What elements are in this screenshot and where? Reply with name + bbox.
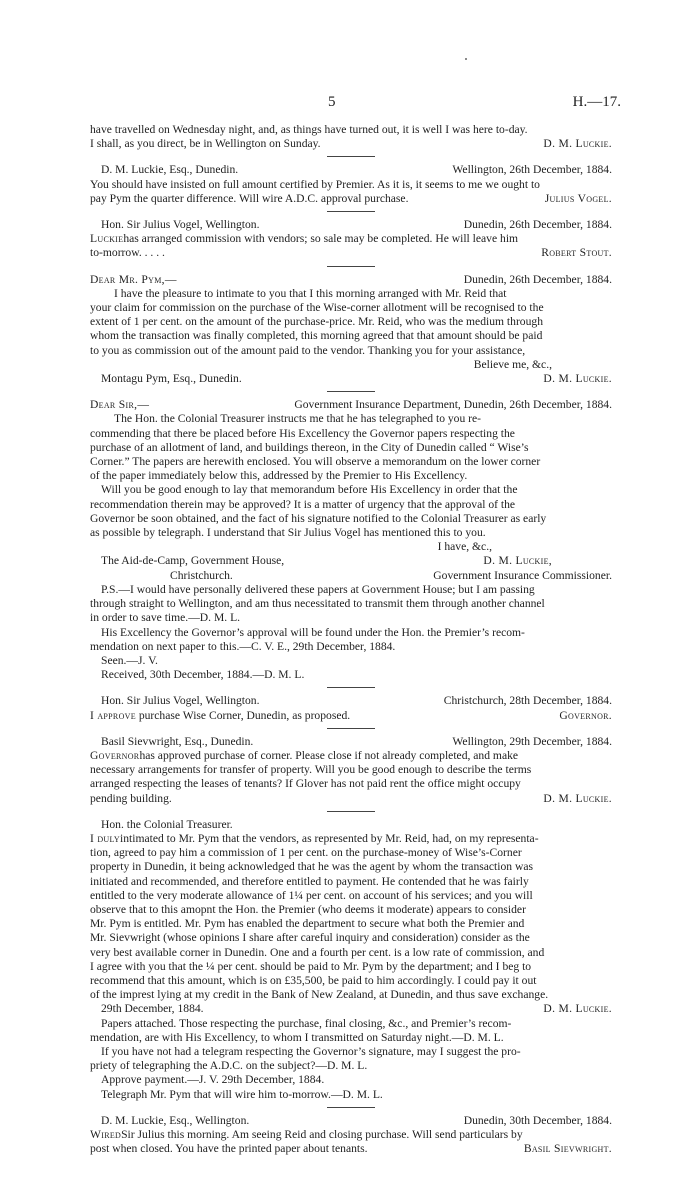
text-line: pay Pym the quarter difference. Will wire A.D.C. approval purchase. bbox=[90, 191, 409, 205]
text-line: priety of telegraphing the A.D.C. on the subject?—D. M. L. bbox=[90, 1059, 368, 1073]
signature: D. M. Luckie. bbox=[543, 1002, 612, 1016]
addressee: Hon. Sir Julius Vogel, Wellington. bbox=[101, 218, 260, 232]
lead-word: Wired bbox=[90, 1128, 122, 1141]
addressee: Hon. the Colonial Treasurer. bbox=[101, 817, 233, 831]
document-body bbox=[90, 123, 612, 1156]
text-line: Received, 30th December, 1884.—D. M. L. bbox=[101, 668, 305, 682]
text-line: P.S.—I would have personally delivered these papers at Government House; but I am passing bbox=[101, 582, 535, 596]
place-date: Wellington, 29th December, 1884. bbox=[452, 734, 612, 748]
section-divider bbox=[327, 156, 375, 157]
text-line: Mr. Pym is entitled. Mr. Pym has enabled the department to secure what both the Premier and bbox=[90, 917, 525, 931]
text-line: Corner.” The papers are herewith enclosed. You will observe a memorandum on the lower corner bbox=[90, 455, 541, 469]
addressee-city: Christchurch. bbox=[170, 568, 233, 582]
text-line: post when closed. You have the printed paper about tenants. bbox=[90, 1142, 368, 1156]
section-divider bbox=[327, 687, 375, 688]
text-line: recommendation therein may be approved? It is a matter of urgency that the approval of the bbox=[90, 497, 516, 511]
signature: Governor. bbox=[559, 708, 612, 722]
text-line: I shall, as you direct, be in Wellington on Sunday. bbox=[90, 137, 321, 151]
text-line: Sir Julius this morning. Am seeing Reid and closing purchase. Will send particulars by bbox=[121, 1128, 523, 1141]
text-line: very best available corner in Dunedin. One and a fourth per cent. is a low rate of commission, and bbox=[90, 945, 545, 959]
telegram-luckie-to-sievwright bbox=[90, 735, 612, 806]
addressee: D. M. Luckie, Esq., Dunedin. bbox=[101, 163, 239, 177]
lead-word: Governor bbox=[90, 748, 140, 762]
signature: Julius Vogel. bbox=[544, 191, 612, 205]
text-line: Will you be good enough to lay that memorandum before His Excellency in order that the bbox=[101, 483, 518, 497]
text-line: arranged respecting the leases of tenants? If Glover has not paid rent the office might occupy bbox=[90, 777, 521, 791]
text-line: tion, agreed to pay him a commission of 1 per cent. on the purchase-money of Wise’s-Corner bbox=[90, 846, 522, 860]
text-line: has approved purchase of corner. Please close if not already completed, and make bbox=[139, 748, 519, 762]
text-line: initiated and recommended, and therefore entitled to payment. He contended that he was fairly bbox=[90, 874, 529, 888]
telegram-sievwright-to-luckie bbox=[90, 1114, 612, 1157]
text-line: commending that there be placed before His Excellency the Governor papers respecting the bbox=[90, 426, 515, 440]
salutation: Dear Sir,— bbox=[90, 398, 150, 412]
section-divider bbox=[327, 728, 375, 729]
lead-word: I approve bbox=[90, 708, 136, 722]
text-line: entitled to the very moderate allowance of 1¼ per cent. on account of his services; and you will bbox=[90, 888, 533, 902]
text-line: has arranged commission with vendors; so sale may be completed. He will leave him bbox=[123, 232, 519, 246]
closing: I have, &c., bbox=[437, 540, 492, 554]
memo-to-colonial-treasurer bbox=[90, 818, 612, 1102]
text-line: of the paper immediately below this, addressed by the Premier to His Excellency. bbox=[90, 469, 468, 483]
text-line: of the imprest lying at my credit in the Bank of New Zealand, at Dunedin, and thus save exchange. bbox=[90, 988, 549, 1002]
text-line: purchase Wise Corner, Dunedin, as proposed. bbox=[135, 708, 351, 722]
letter-luckie-to-pym bbox=[90, 273, 612, 387]
text-line: I agree with you that the ¼ per cent. should be paid to Mr. Pym by the department; and I beg to bbox=[90, 959, 532, 973]
signature: D. M. Luckie. bbox=[543, 791, 612, 805]
place-date: Wellington, 26th December, 1884. bbox=[452, 163, 612, 177]
text-line: to-morrow. . . . . bbox=[90, 246, 165, 260]
text-line: through straight to Wellington, and am thus necessitated to transmit them through another channel bbox=[90, 597, 545, 611]
text-line: have travelled on Wednesday night, and, as things have turned out, it is well I was here to-day. bbox=[90, 123, 528, 136]
section-divider bbox=[327, 391, 375, 392]
addressee: D. M. Luckie, Esq., Wellington. bbox=[101, 1113, 250, 1127]
text-line: to you as commission out of the amount paid to the vendor. Thanking you for your assistance, bbox=[90, 343, 526, 357]
text-line: Approve payment.—J. V. 29th December, 1884. bbox=[101, 1073, 325, 1087]
text-line: your claim for commission on the purchase of the Wise-corner allotment will be recognised to the bbox=[90, 301, 544, 315]
text-line: extent of 1 per cent. on the amount of the purchase-price. Mr. Reid, who was the medium through bbox=[90, 315, 543, 329]
section-divider bbox=[327, 266, 375, 267]
signature: Basil Sievwright. bbox=[523, 1142, 612, 1156]
text-line: Papers attached. Those respecting the purchase, final closing, &c., and Premier’s recom- bbox=[101, 1016, 512, 1030]
text-line: mendation on next paper to this.—C. V. E., 29th December, 1884. bbox=[90, 639, 396, 653]
place-date: Dunedin, 26th December, 1884. bbox=[463, 272, 612, 286]
text-line: observe that to this amopnt the Hon. the Premier (who deems it moderate) appears to consider bbox=[90, 902, 526, 916]
page-number: 5 bbox=[328, 94, 336, 110]
closing: Believe me, &c., bbox=[473, 357, 552, 371]
telegram-vogel-to-luckie bbox=[90, 163, 612, 206]
place-date: Christchurch, 28th December, 1884. bbox=[443, 694, 612, 708]
text-line: intimated to Mr. Pym that the vendors, as represented by Mr. Reid, had, on my representa- bbox=[119, 831, 539, 845]
ink-speck bbox=[465, 58, 467, 60]
section-divider bbox=[327, 211, 375, 212]
text-line: necessary arrangements for transfer of property. Will you be good enough to describe the terms bbox=[90, 763, 532, 777]
text-line: If you have not had a telegram respecting the Governor’s signature, may I suggest the pro- bbox=[101, 1044, 521, 1058]
signature-title: Government Insurance Commissioner. bbox=[433, 568, 612, 582]
text-line: You should have insisted on full amount certified by Premier. As it is, it seems to me we ought to bbox=[90, 177, 540, 191]
memo-date: 29th December, 1884. bbox=[101, 1002, 204, 1016]
telegram-governor-approval bbox=[90, 694, 612, 722]
letter-luckie-to-aide-de-camp bbox=[90, 398, 612, 682]
signature: D. M. Luckie. bbox=[543, 137, 612, 151]
text-line: in order to save time.—D. M. L. bbox=[90, 611, 241, 625]
text-line: whom the transaction was finally completed, this morning agreed that that amount should be paid bbox=[90, 329, 543, 343]
signature: Robert Stout. bbox=[541, 246, 612, 260]
text-line: His Excellency the Governor’s approval will be found under the Hon. the Premier’s recom- bbox=[101, 625, 525, 639]
section-divider bbox=[327, 811, 375, 812]
lead-word: I duly bbox=[90, 831, 120, 845]
text-line: mendation, are with His Excellency, to whom I transmitted on Saturday night.—D. M. L. bbox=[90, 1030, 504, 1044]
text-line: purchase of an allotment of land, and buildings thereon, in the City of Dunedin called “ Wise’s bbox=[90, 440, 529, 454]
addressee: Basil Sievwright, Esq., Dunedin. bbox=[101, 734, 254, 748]
addressee: The Aid-de-Camp, Government House, bbox=[101, 554, 285, 568]
text-line: Seen.—J. V. bbox=[101, 653, 158, 667]
letter-heading: Government Insurance Department, Dunedin, 26th December, 1884. bbox=[294, 398, 612, 412]
carryover-paragraph bbox=[90, 123, 612, 151]
text-line: as possible by telegraph. I understand that Sir Julius Vogel has mentioned this to you. bbox=[90, 526, 486, 540]
place-date: Dunedin, 30th December, 1884. bbox=[463, 1113, 612, 1127]
salutation: Dear Mr. Pym,— bbox=[90, 272, 177, 286]
place-date: Dunedin, 26th December, 1884. bbox=[463, 218, 612, 232]
addressee: Montagu Pym, Esq., Dunedin. bbox=[101, 372, 242, 386]
addressee: Hon. Sir Julius Vogel, Wellington. bbox=[101, 694, 260, 708]
text-line: I have the pleasure to intimate to you that I this morning arranged with Mr. Reid that bbox=[114, 286, 507, 300]
section-divider bbox=[327, 1107, 375, 1108]
text-line: property in Dunedin, it being acknowledged that he was the agent by whom the transaction was bbox=[90, 860, 534, 874]
telegram-stout-to-vogel bbox=[90, 218, 612, 261]
text-line: The Hon. the Colonial Treasurer instructs me that he has telegraphed to you re- bbox=[114, 412, 482, 426]
paper-reference: H.—17. bbox=[572, 94, 621, 110]
lead-word: Luckie bbox=[90, 232, 124, 246]
text-line: Governor be soon obtained, and the fact of his signature notified to the Colonial Treasurer as early bbox=[90, 511, 547, 525]
signature: D. M. Luckie. bbox=[543, 372, 612, 386]
text-line: recommend that this amount, which is on £35,500, be paid to him accordingly. I could pay it out bbox=[90, 973, 537, 987]
text-line: Mr. Sievwright (whose opinions I share after careful inquiry and consideration) consider as the bbox=[90, 931, 530, 945]
signature: D. M. Luckie, bbox=[483, 554, 552, 568]
text-line: pending building. bbox=[90, 791, 172, 805]
text-line: Telegraph Mr. Pym that will wire him to-morrow.—D. M. L. bbox=[101, 1087, 383, 1101]
